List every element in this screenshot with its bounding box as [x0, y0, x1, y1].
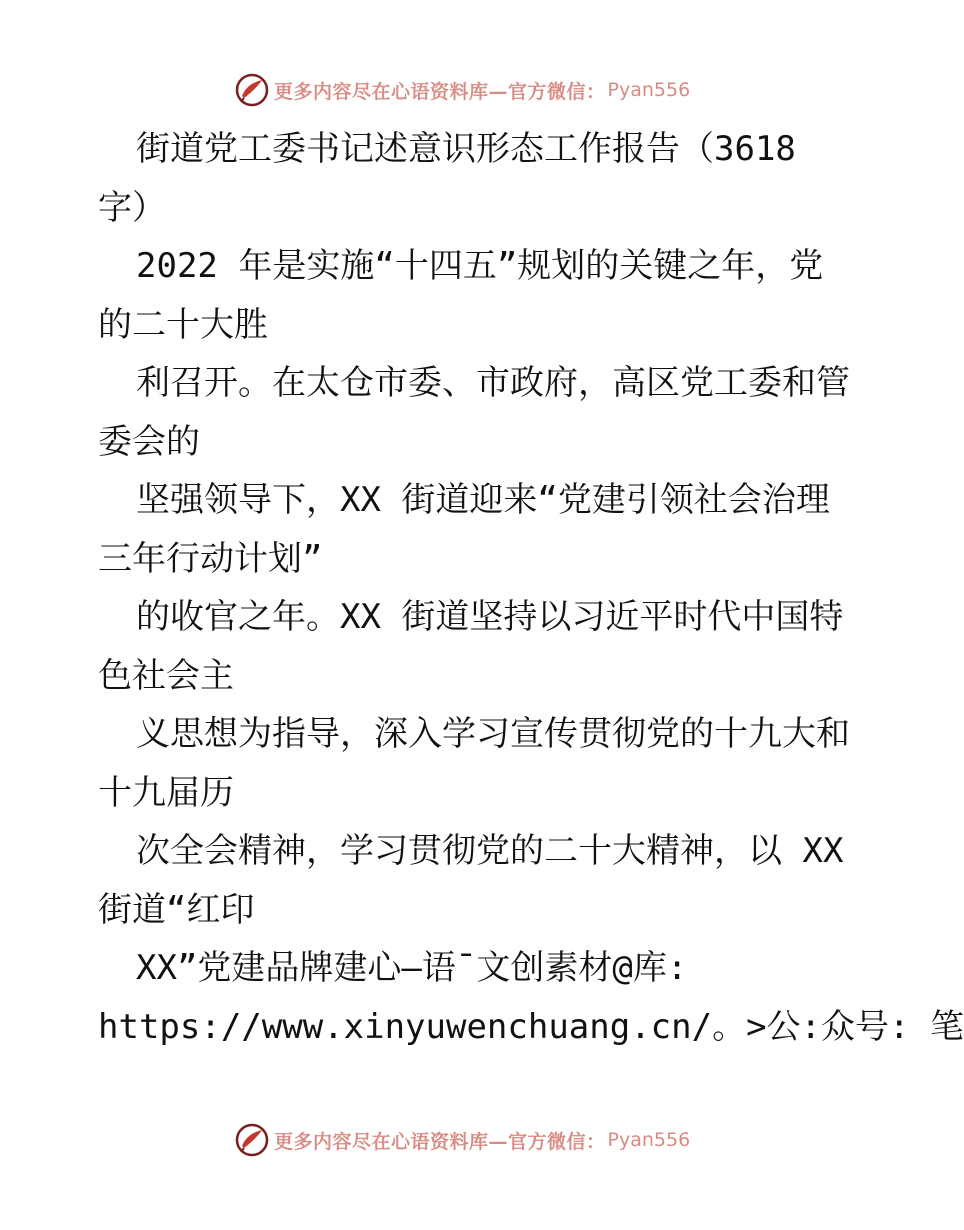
body-line: 次全会精神，学习贯彻党的二十大精神，以 XX [136, 831, 844, 871]
body-line: https://www.xinyuwenchuang.cn/。>公:众号: 笔 [98, 1006, 964, 1047]
body-line: 街道“红印 [98, 889, 255, 930]
footer-banner-contact: Pyan556 [607, 1129, 691, 1151]
body-line: 字） [98, 187, 166, 228]
footer-banner-text: 更多内容尽在心语资料库—官方微信： [274, 1130, 606, 1153]
body-line: 利召开。在太仓市委、市政府，高区党工委和管 [136, 363, 850, 403]
body-line: XX”党建品牌建心—语¯文创素材@库: [136, 948, 688, 988]
pen-logo-icon [234, 1122, 270, 1158]
body-line: 委会的 [98, 421, 200, 462]
body-line: 色社会主 [98, 655, 234, 696]
body-line: 的收官之年。XX 街道坚持以习近平时代中国特 [136, 597, 844, 637]
header-watermark-banner [234, 70, 690, 110]
body-line: 十九届历 [98, 772, 234, 813]
document-body [98, 120, 964, 1056]
body-line: 2022 年是实施“十四五”规划的关键之年，党 [136, 246, 824, 286]
body-line: 三年行动计划” [98, 538, 323, 579]
body-line: 街道党工委书记述意识形态工作报告（3618 [136, 129, 796, 169]
body-line: 义思想为指导，深入学习宣传贯彻党的十九大和 [136, 714, 850, 754]
body-line: 坚强领导下，XX 街道迎来“党建引领社会治理 [136, 480, 830, 520]
footer-watermark-banner [234, 1120, 690, 1160]
body-line: 的二十大胜 [98, 304, 268, 345]
header-banner-text: 更多内容尽在心语资料库—官方微信： [274, 80, 606, 103]
header-banner-contact: Pyan556 [607, 79, 691, 101]
pen-logo-icon [234, 72, 270, 108]
